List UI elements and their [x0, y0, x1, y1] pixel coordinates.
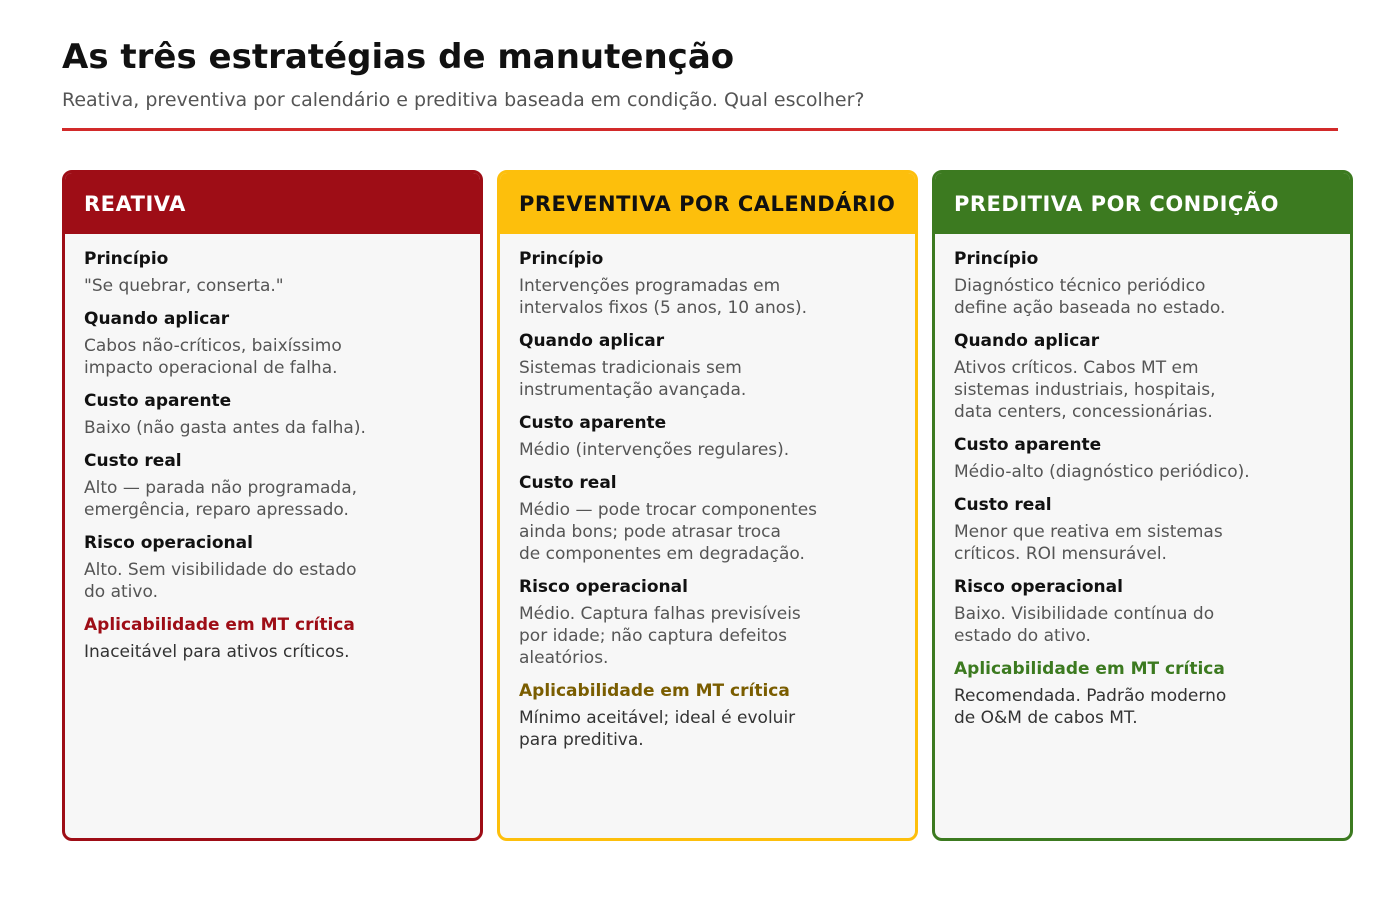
field-text: Médio — pode trocar componentes ainda bons; pode atrasar troca de componentes em degradação.	[519, 500, 818, 564]
field-label: Custo aparente	[954, 435, 1102, 455]
field-text: Intervenções programadas em intervalos fixos (5 anos, 10 anos).	[519, 276, 808, 318]
field-text: Alto. Sem visibilidade do estado do ativo.	[84, 560, 357, 602]
field-label: Princípio	[84, 249, 169, 269]
field-text: Ativos críticos. Cabos MT em sistemas industriais, hospitais, data centers, concessionárias.	[954, 358, 1216, 422]
field-text: "Se quebrar, conserta."	[84, 276, 284, 296]
field-quando-aplicar	[954, 329, 1331, 423]
field-text: Menor que reativa em sistemas críticos. ROI mensurável.	[954, 522, 1223, 564]
field-label: Custo real	[954, 495, 1052, 515]
title-divider	[62, 128, 1338, 131]
field-label: Quando aplicar	[954, 331, 1100, 351]
field-label: Quando aplicar	[84, 309, 230, 329]
field-label: Custo aparente	[84, 391, 232, 411]
field-label: Custo real	[519, 473, 617, 493]
field-text: Médio (intervenções regulares).	[519, 440, 790, 460]
field-aplicabilidade	[84, 613, 461, 663]
field-text: Alto — parada não programada, emergência, reparo apressado.	[84, 478, 358, 520]
field-label-highlight: Aplicabilidade em MT crítica	[84, 615, 355, 635]
field-risco-operacional	[954, 575, 1331, 647]
field-custo-real	[519, 471, 896, 565]
field-quando-aplicar	[84, 307, 461, 379]
field-label: Princípio	[954, 249, 1039, 269]
card-preditiva	[932, 170, 1353, 841]
field-principio	[519, 247, 896, 319]
card-body-reativa	[65, 234, 480, 663]
field-label: Custo real	[84, 451, 182, 471]
field-text: Cabos não-críticos, baixíssimo impacto operacional de falha.	[84, 336, 342, 378]
field-label: Princípio	[519, 249, 604, 269]
field-aplicabilidade	[954, 657, 1331, 729]
card-body-preventiva	[500, 234, 915, 751]
field-custo-aparente	[954, 433, 1331, 483]
field-label: Quando aplicar	[519, 331, 665, 351]
field-quando-aplicar	[519, 329, 896, 401]
field-text: Baixo. Visibilidade contínua do estado do ativo.	[954, 604, 1215, 646]
field-text: Mínimo aceitável; ideal é evoluir para preditiva.	[519, 708, 796, 750]
field-text: Inaceitável para ativos críticos.	[84, 642, 350, 662]
field-label-highlight: Aplicabilidade em MT crítica	[519, 681, 790, 701]
field-text: Recomendada. Padrão moderno de O&M de cabos MT.	[954, 686, 1227, 728]
field-label: Risco operacional	[84, 533, 253, 553]
field-label: Custo aparente	[519, 413, 667, 433]
card-preventiva	[497, 170, 918, 841]
card-body-preditiva	[935, 234, 1350, 729]
card-header-preventiva: PREVENTIVA POR CALENDÁRIO	[500, 173, 915, 234]
field-principio	[954, 247, 1331, 319]
field-custo-real	[84, 449, 461, 521]
field-text: Diagnóstico técnico periódico define ação baseada no estado.	[954, 276, 1226, 318]
field-principio	[84, 247, 461, 297]
field-risco-operacional	[519, 575, 896, 669]
card-header-reativa: REATIVA	[65, 173, 480, 234]
page-title: As três estratégias de manutenção	[62, 37, 735, 77]
field-text: Baixo (não gasta antes da falha).	[84, 418, 366, 438]
field-text: Sistemas tradicionais sem instrumentação avançada.	[519, 358, 747, 400]
field-custo-aparente	[84, 389, 461, 439]
card-header-preditiva: PREDITIVA POR CONDIÇÃO	[935, 173, 1350, 234]
field-text: Médio. Captura falhas previsíveis por idade; não captura defeitos aleatórios.	[519, 604, 801, 668]
field-text: Médio-alto (diagnóstico periódico).	[954, 462, 1250, 482]
field-custo-real	[954, 493, 1331, 565]
field-label: Risco operacional	[519, 577, 688, 597]
page-subtitle: Reativa, preventiva por calendário e preditiva baseada em condição. Qual escolher?	[62, 89, 865, 111]
field-custo-aparente	[519, 411, 896, 461]
field-aplicabilidade	[519, 679, 896, 751]
field-label-highlight: Aplicabilidade em MT crítica	[954, 659, 1225, 679]
card-reativa	[62, 170, 483, 841]
field-risco-operacional	[84, 531, 461, 603]
field-label: Risco operacional	[954, 577, 1123, 597]
